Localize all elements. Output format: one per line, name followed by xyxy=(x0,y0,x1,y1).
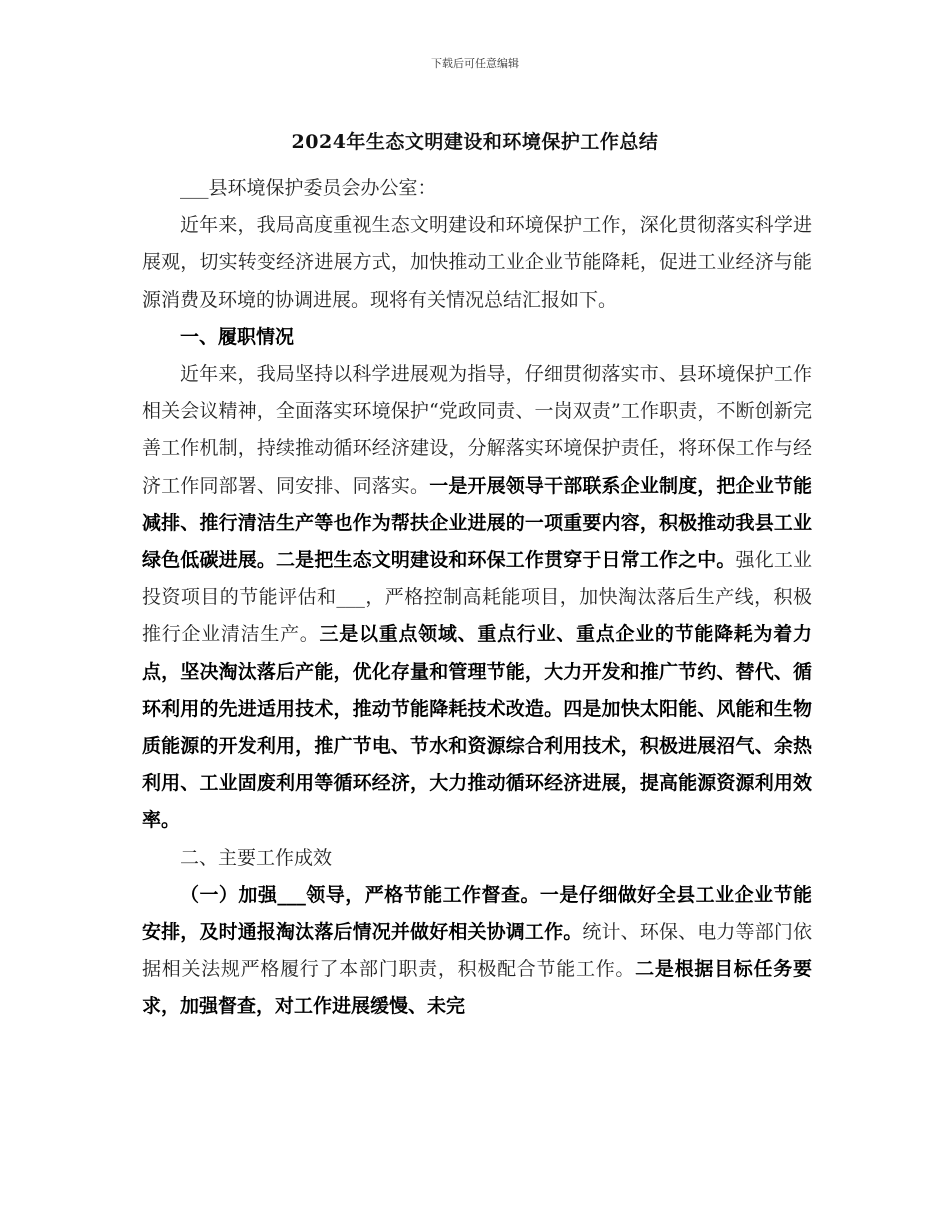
intro-paragraph: 近年来，我局高度重视生态文明建设和环境保护工作，深化贯彻落实科学进展观，切实转变经济进展方式，加快推动工业企业节能降耗，促进工业经济与能源消费及环境的协调进展。现将有关情况总结汇报如下。 xyxy=(142,214,812,311)
section-1-text-bold-2: 三是以重点领域、重点行业、重点企业的节能降耗为着力点，坚决淘汰落后产能，优化存量和管理节能，大力开发和推广节约、替代、循环利用的先进适用技术，推动节能降耗技术改造。四是加快太阳能、风能和生物质能源的开发利用，推广节电、节水和资源综合利用技术，积极进展沼气、余热利用、工业固废利用等循环经济，大力推动循环经济进展，提高能源资源利用效率。 xyxy=(142,623,812,832)
section-1-heading: 一、履职情况 xyxy=(180,325,295,348)
section-2-heading: 二、主要工作成效 xyxy=(180,846,333,869)
section-2-text-bold-1: （一）加强___领导，严格节能工作督查。一是仔细做好全县工业企业节能安排，及时通报淘汰落后情况并做好相关协调工作。 xyxy=(142,883,812,944)
document-body xyxy=(142,170,812,1026)
section-2-text-plain: 统计、环保、电力等部门依据相关法规严格履行了本部门职责，积极配合节能工作。 xyxy=(142,921,812,981)
header-note: 下载后可任意编辑 xyxy=(431,57,519,70)
section-2-text-bold-2: 二是根据目标任务要求，加强督查，对工作进展缓慢、未完 xyxy=(142,958,812,1018)
section-1-text-plain-2: 强化工业投资项目的节能评估和___，严格控制高耗能项目，加快淘汰落后生产线，积极推行企业清洁生产。 xyxy=(142,549,812,646)
section-1-text-plain: 近年来，我局坚持以科学进展观为指导，仔细贯彻落实市、县环境保护工作相关会议精神，全面落实环境保护“党政同责、一岗双责”工作职责，不断创新完善工作机制，持续推动循环经济建设，分解落实环境保护责任，将环保工作与经济工作同部署、同安排、同落实。 xyxy=(142,363,812,497)
section-1-text-bold-1: 一是开展领导干部联系企业制度，把企业节能减排、推行清洁生产等也作为帮扶企业进展的一项重要内容，积极推动我县工业绿色低碳进展。二是把生态文明建设和环保工作贯穿于日常工作之中。 xyxy=(142,474,812,572)
addressee: ___县环境保护委员会办公室： xyxy=(180,177,437,199)
section-1-paragraph xyxy=(142,356,812,840)
section-2-paragraph xyxy=(142,877,812,1026)
document-title: 2024年生态文明建设和环境保护工作总结 xyxy=(291,131,659,153)
